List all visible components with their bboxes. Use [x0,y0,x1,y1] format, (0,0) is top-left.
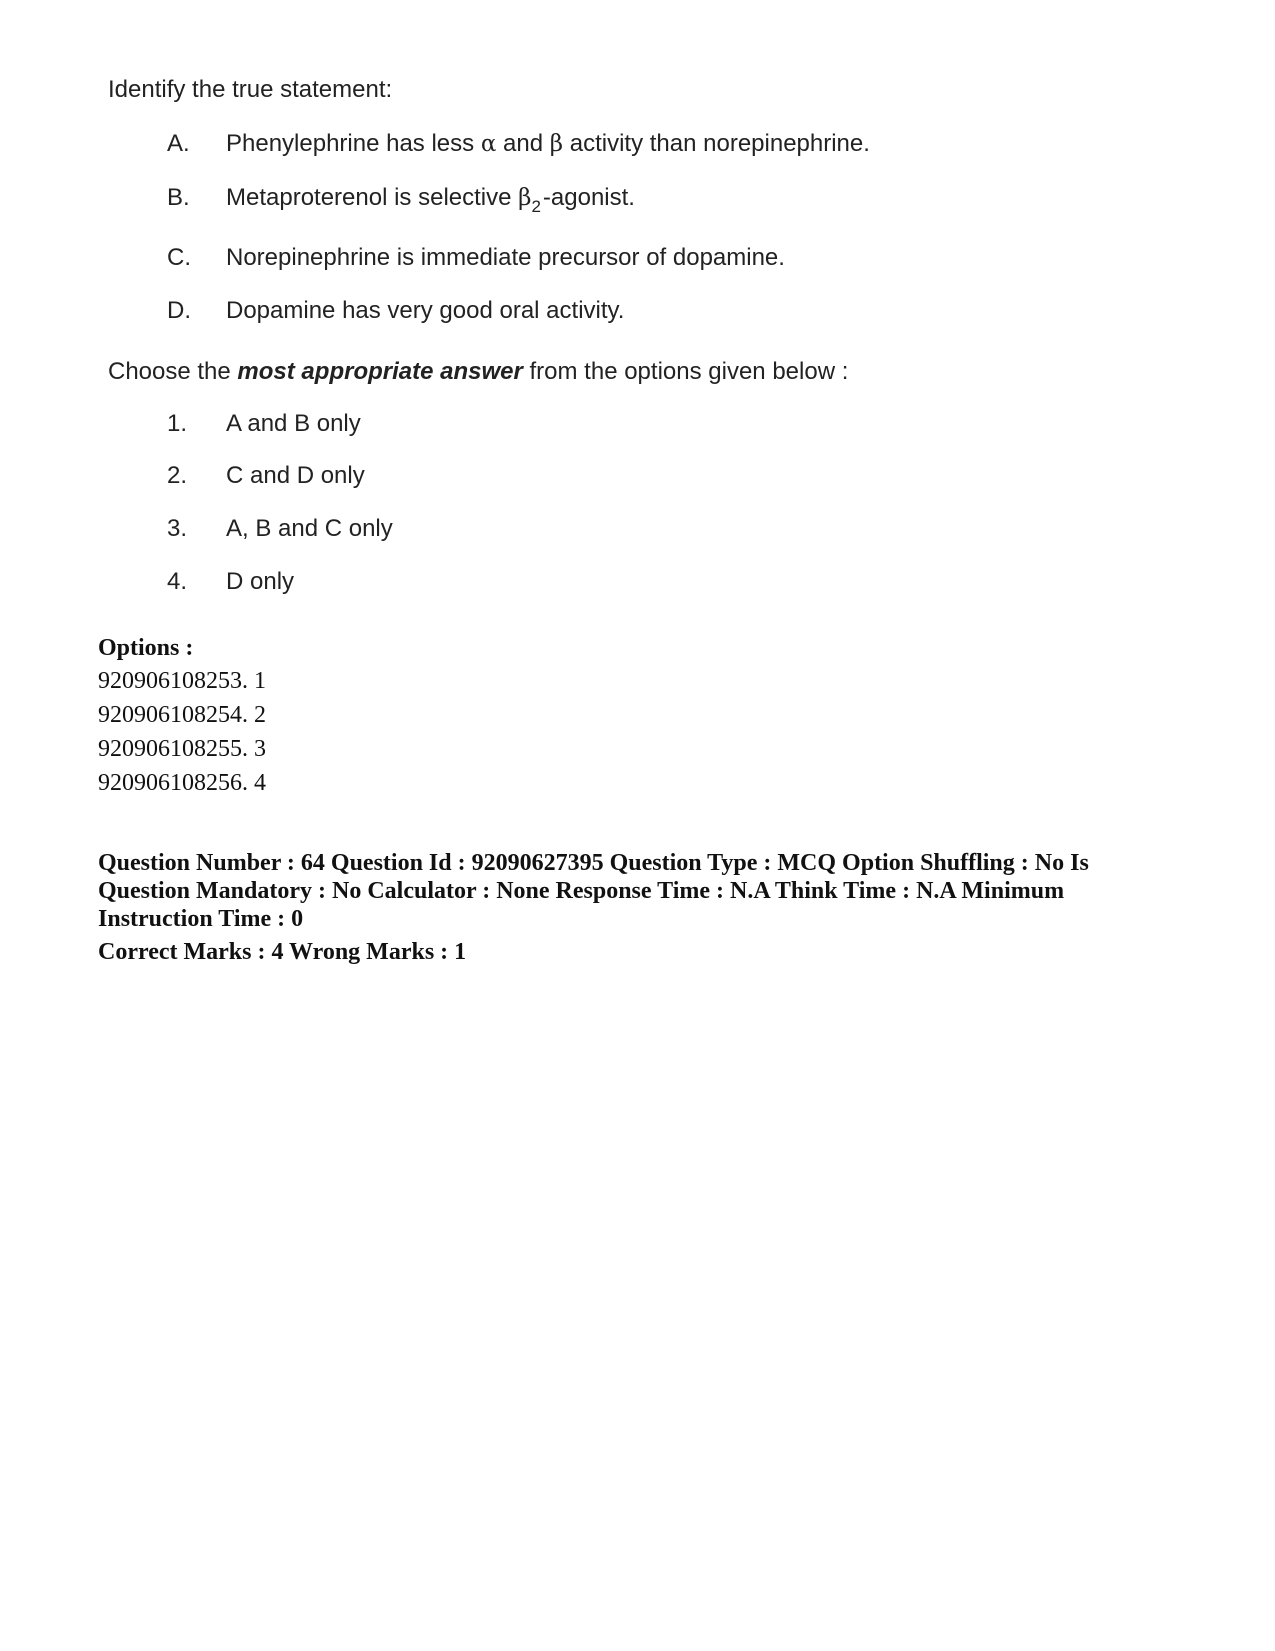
answer-label: 2. [167,462,188,489]
choose-emphasis: most appropriate answer [237,358,523,385]
statement-b [0,184,1275,220]
option-item: 920906108255. 3 [98,736,266,762]
answer-label: 4. [167,568,188,595]
answer-1 [0,410,1275,446]
statement-label: D. [167,297,191,324]
statement-label: B. [167,184,190,211]
answer-text: D only [226,568,295,595]
answer-text: A and B only [226,410,361,437]
statement-text: Dopamine has very good oral activity. [226,297,625,324]
beta-symbol: β [518,185,532,211]
question-prompt: Identify the true statement: [108,76,393,103]
option-item: 920906108253. 1 [98,668,266,694]
options-title: Options : [98,635,194,661]
statement-a [0,130,1275,166]
answer-text: A, B and C only [226,515,393,542]
option-item: 920906108254. 2 [98,702,266,728]
statement-c [0,244,1275,280]
choose-instruction: Choose the most appropriate answer from the options given below : [108,358,849,385]
statement-text: Metaproterenol is selective $\beta_2$-agonist. [226,184,635,216]
option-item: 920906108256. 4 [98,770,266,796]
alpha-symbol: α [480,131,497,157]
answer-3 [0,515,1275,551]
answer-text: C and D only [226,462,365,489]
statement-d [0,297,1275,333]
answer-label: 3. [167,515,188,542]
subscript-two: 2 [531,197,541,216]
statement-text: Norepinephrine is immediate precursor of dopamine. [226,244,785,271]
statement-text: Phenylephrine has less α and β activity than norepinephrine. [226,130,870,157]
beta-symbol: β [549,131,564,157]
question-info: Question Number : 64 Question Id : 92090627395 Question Type : MCQ Option Shuffling : No Is Question Mandatory : No Calculator : None Response Time : N.A Think Time : N.A Minimum Instruction Time : 0 [98,850,1089,932]
answer-2 [0,462,1275,498]
answer-4 [0,568,1275,604]
statement-label: C. [167,244,191,271]
statement-label: A. [167,130,190,157]
marks-info: Correct Marks : 4 Wrong Marks : 1 [98,939,467,965]
answer-label: 1. [167,410,188,437]
